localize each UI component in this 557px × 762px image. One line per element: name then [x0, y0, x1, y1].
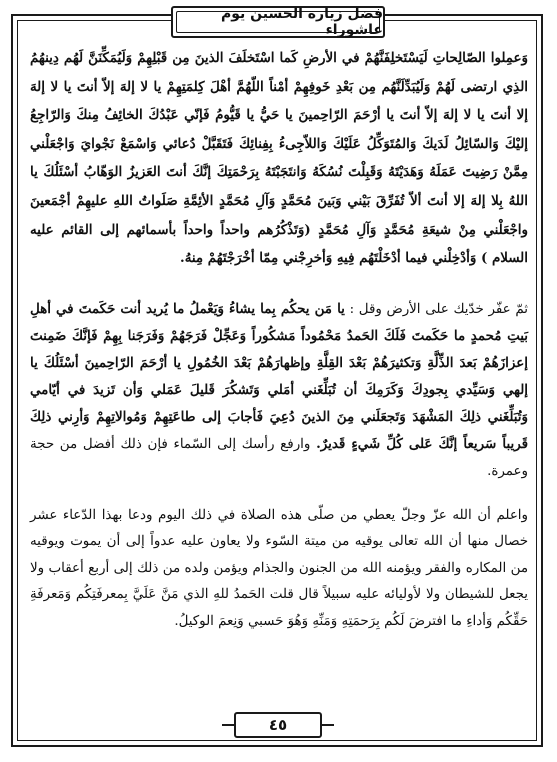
dua-text-2: يا مَن يحكُم بِما يشاءُ وَيَعْملُ ما يُريد أنت حَكَمتَ في أهلِ بَيتِ مُحمدٍ ما حَكَمتَ فَلَكَ الحَمدُ مَحْمُوداً مَشكُوراً وَعَجِّلْ فَرَجَهُمْ وَفَرَجَنا بِهِمْ فَإنَّكَ ضَمِنتَ إعزازَهُمْ بَعدَ الذِّلَّةِ وَتكثيرَهُمْ بَعْدَ القِلَّةِ وإظهارَهُمْ بَعْدَ الخُمُولِ يا أرْحَمَ الرّاحِمينَ أسْئَلُكَ يا إلهي وَسَيِّدي بِجودِكَ وَكَرَمِكَ أن تُبَلِّغَني أمَلي وَتَشكُرَ قَليلَ عَمَلي وَأن تَزيدَ في أيّامي وَتُبَلِّغَني ذلِكَ المَشْهَدَ وَتَجعَلَني مِنَ الذينَ دُعِيَ فَأجابَ إلى طاعَتِهِمْ وَمُوالاتِهِمْ وَأرِني ذلِكَ قَريباً سَريعاً إنَّكَ عَلى كُلِّ شَيءٍ قَديرٌ.	[30, 300, 528, 452]
page-content	[30, 44, 528, 635]
page-header-title: فضل زيارة الحسين يوم عاشوراء	[221, 6, 383, 38]
page-number: ٤٥	[268, 716, 288, 734]
dua-paragraph-2	[30, 296, 528, 485]
header-title-box	[171, 6, 385, 38]
instruction-intro: ثمّ عفّر خدّيك على الأرض وقل :	[344, 301, 528, 317]
page-number-box	[234, 712, 322, 738]
instruction-outro: وارفع رأسك إلى السّماء فإن ذلك أفضل من حجة وعمرة.	[30, 436, 528, 479]
narration-paragraph: واعلم أن الله عزّ وجلّ يعطي من صلّى هذه الصلاة في ذلك اليوم ودعا بهذا الدّعاء عشر خصال منها أن الله تعالى يوقيه من ميتة السّوء ولا يعاون عليه عدواً إلى أن يموت ويوقيه من المكاره والفقر ويؤمنه الله من الجنون والجذام ويؤمن ولده من ذلك إلى أربع أعقاب ولا يجعل للشيطان ولا لأوليائه عليه سبيلاً قال قلت الحَمدُ للهِ الذي مَنَّ عَلَيَّ بِمعرفَتِكُم وَمَعرفَةِ حَقِّكُم وَأداءِ ما افترضَ لَكُم بِرَحمَتِهِ وَمَنِّهِ وَهُوَ حَسبي وَنِعمَ الوكيلُ.	[30, 507, 528, 629]
dua-paragraph-1: وَعمِلوا الصّالِحاتِ لَيَسْتَخلِفَنَّهُمْ في الأرضِ كَما اسْتَخلَفَ الذينَ مِن قَبْلِهِمْ وَلَيُمَكِّنَنَّ لَهُم دِينهُمُ الذِي ارتضى لَهُمْ وَلَيُبَدِّلَنَّهُم مِن بَعْدِ خَوفِهِمْ أمْناً اللّهُمَّ أهْلَ كِلمَتِهِمْ يا لا إلهَ إلاّ أنتَ يا لا إلهَ إلا أنتَ يا لا إلهَ إلاّ أنتَ يا أرْحَمَ الرّاحِمينَ يا حَيُّ يا قَيُّومُ فَإنّي عَبْدُكَ الخائِفُ مِنكَ وَالرّاجِعُ إليْكَ وَالسّائِلُ لَدَيكَ وَالمُتَوَكِّلُ عَلَيْكَ وَاللاّجِىءُ بِفِنائِكَ فَتَقَبَّلْ دُعائي وَاسْمَعْ نَجْوايَ وَاجْعَلْني مِمَّنْ رَضِيتَ عَمَلَهُ وَهَدَيْتَهُ وَقَبِلْتَ نُسُكَهُ وَانتَجَبْتَهُ بِرَحْمَتِكَ إنَّكَ أنتَ العَزيزُ الوَهّابُ أسْئَلُكَ يا اللهُ بِلا إلهَ إلا أنتَ ألاّ تُفَرِّقَ بَيْني وَبَينَ مُحَمَّدٍ وَآلِ مُحَمَّدٍ الأئِمَّةِ صَلَواتُ اللهِ عليهِمْ أجْمَعينَ واجْعَلْني مِنْ شيعَةِ مُحَمَّدٍ وَآلِ مُحَمَّدٍ (وَتَذْكُرُهم واحداً واحداً بأسمائهم إلى القائم عليه السلام ) وَأدْخِلْني فيما أدْخَلْتَهُم فِيهِ وَأخرِجْني مِمّا أخْرَجْتَهُمْ مِنهُ.	[30, 50, 528, 267]
